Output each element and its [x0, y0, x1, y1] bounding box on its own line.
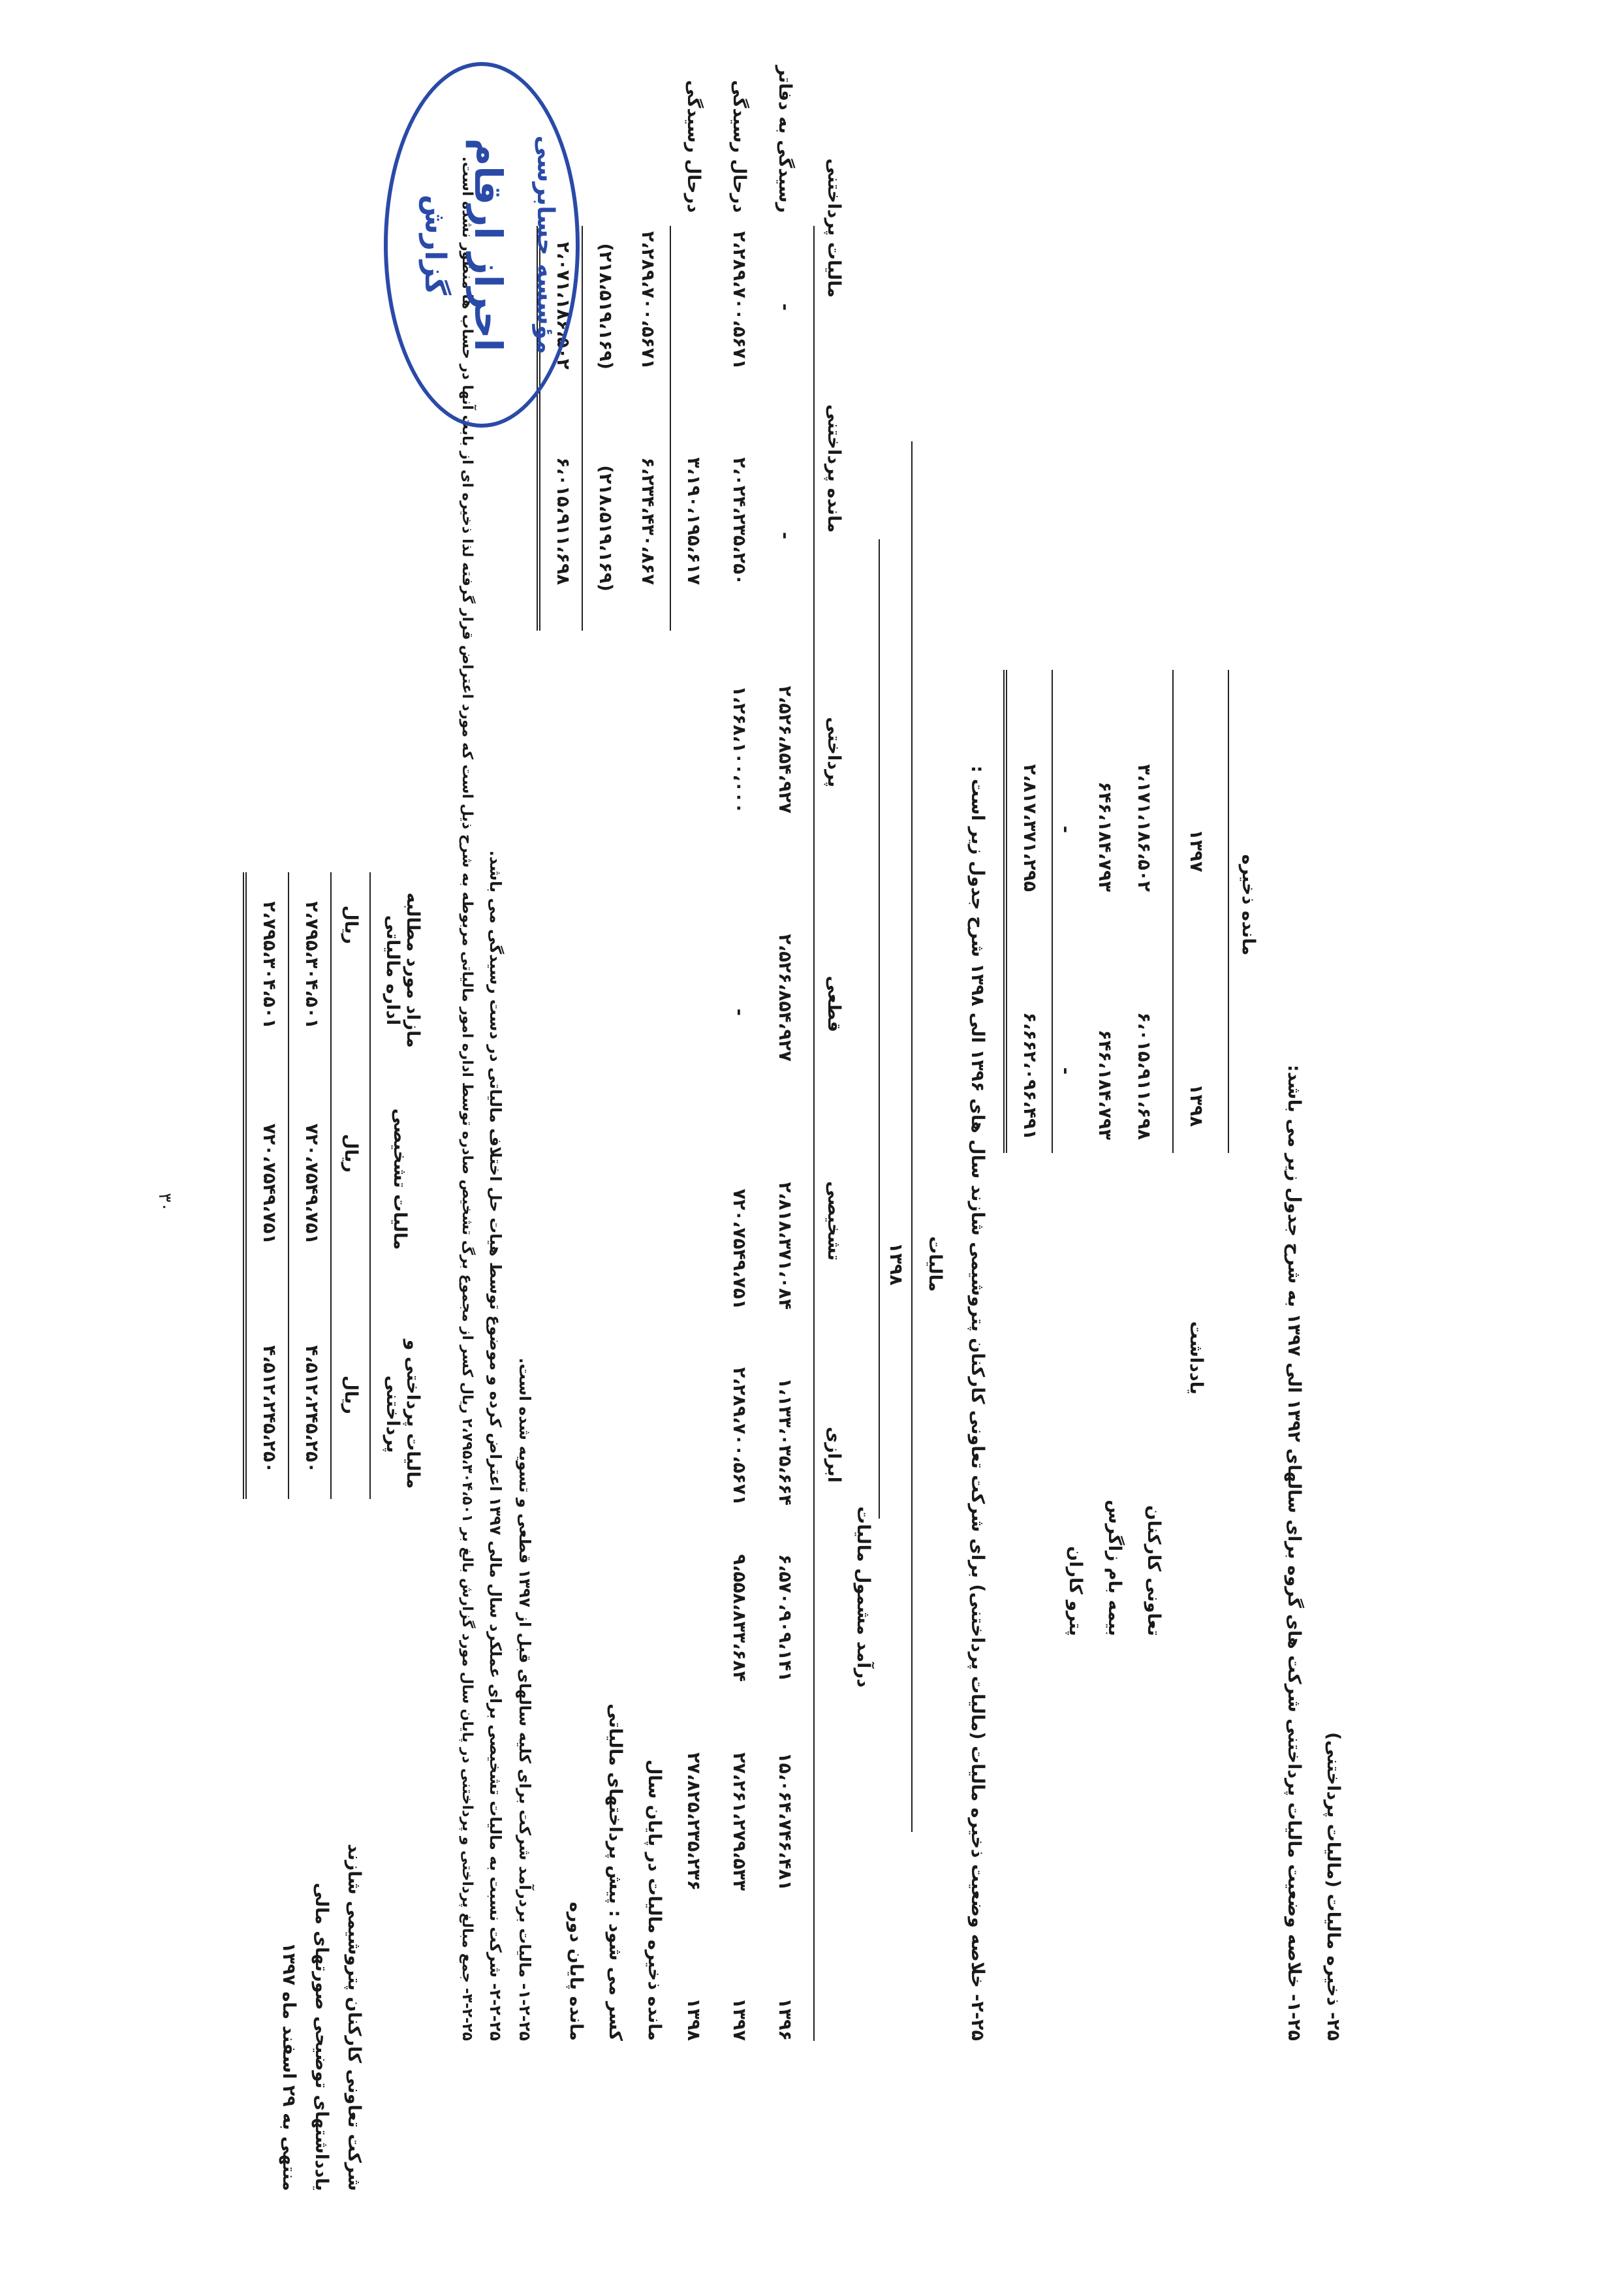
table1-total-1397: ۲،۸۱۷،۳۷۱،۲۹۵ — [1020, 764, 1040, 892]
table1-group-header: مانده ذخیره — [1238, 854, 1258, 956]
col-header-mande: مانده پرداختنی — [824, 404, 844, 533]
sum-mande: ۶،۲۳۴،۴۳۰،۸۶۷ — [638, 457, 658, 585]
col-header-maliat: مالیات پرداختنی — [824, 158, 844, 298]
t3-unit: ریال — [341, 905, 361, 944]
cell-mande: - — [775, 531, 795, 539]
col-header-pardakhti: پرداختی — [824, 717, 844, 787]
table1-cell: - — [1055, 1067, 1076, 1075]
note-1: ۱-۲-۲۵- مالیات بردرآمد شرکت برای کلیه سالهای قبل از ۱۳۹۷ قطعی و تسویه شده است. — [516, 1357, 534, 2041]
report-period: منتهی به ۲۹ اسفند ماه ۱۳۹۷ — [279, 1942, 299, 2191]
stamp-line2: احراز ارقام — [466, 138, 510, 352]
deduct-mande: (۲۱۸،۵۱۹،۱۶۹) — [595, 465, 616, 592]
table1-row-name: تعاونی کارکنان — [1144, 1505, 1164, 1636]
col-header-ebrazi: ابرازی — [824, 1427, 844, 1483]
t3-total-paid: ۴،۵۱۲،۲۴۵،۲۵۰ — [259, 1345, 279, 1473]
col-header-ghatei: قطعی — [824, 975, 844, 1032]
deduct-label: کسر می شود : پیش پرداختهای مالیاتی — [605, 1703, 625, 2041]
table1-cell: ۶۴۶،۱۸۴،۷۹۳ — [1095, 1030, 1115, 1140]
t3-header-tashkhisi: مالیات تشخیصی — [390, 1108, 410, 1250]
cell-pardakhti: ۲،۵۲۶،۸۵۴،۹۲۷ — [775, 686, 795, 813]
table1-cell: ۶،۰۱۵،۹۱۱،۶۹۸ — [1134, 1012, 1154, 1140]
cell-ebrazi: ۶،۵۷۰،۹۰۹،۱۴۱ — [775, 1554, 795, 1682]
cell-tax-income: ۱۵،۰۶۴،۷۴۶،۴۸۱ — [775, 1752, 795, 1891]
page-number: ۳۰ — [155, 1192, 175, 1212]
cell-status: درحال رسیدگی — [683, 80, 704, 213]
section-title: ۲۵- ذخیره مالیات (مالیات پرداختنی) — [1323, 1732, 1343, 2041]
cell-pardakhti: ۱،۲۶۸،۱۰۰،۰۰۰ — [729, 686, 749, 813]
col-header-tashkhisi: تشخیصی — [824, 1180, 844, 1261]
table1-row-name: پترو کاران — [1065, 1546, 1085, 1636]
table1-col-note: یادداشت — [1186, 1321, 1206, 1395]
t3-paid: ۴،۵۱۲،۲۴۵،۲۵۰ — [302, 1345, 322, 1473]
col-header-tax-income: درآمد مشمول مالیات — [853, 1506, 873, 1688]
row-year: ۱۳۹۸ — [683, 1998, 704, 2041]
cell-tashkhisi: ۲،۸۱۸،۳۷۱،۰۸۴ — [775, 1182, 795, 1310]
table1-col-1397: ۱۳۹۷ — [1186, 829, 1206, 872]
t3-header-excess: مازاد مورد مطالبه اداره مالیاتی — [383, 892, 423, 1049]
end-year-label: مانده ذخیره مالیات در پایان سال — [644, 1760, 664, 2041]
cell-status: درحال رسیدگی — [729, 80, 749, 213]
row-year: ۱۳۹۷ — [729, 1998, 749, 2041]
deduct-maliat: (۲۱۸،۵۱۹،۱۶۹) — [595, 243, 616, 370]
t3-unit: ریال — [341, 1133, 361, 1173]
cell-tashkhisi: ۷۲۰،۷۵۴۹،۷۵۱ — [729, 1188, 749, 1310]
end-mande: ۶،۰۱۵،۹۱۱،۶۹۸ — [553, 457, 573, 585]
cell-mande: ۲،۰۲۴،۲۳۵،۲۵۰ — [729, 457, 749, 585]
cell-ghatei: ۲،۵۲۶،۸۵۴،۹۲۷ — [775, 934, 795, 1062]
note-3: ۳-۲-۲۵- جمع مبالغ پرداختی و پرداختنی در پایان سال مورد گزارش بالغ بر ۲،۷۹۵،۳۰۴،۵۰۱ ریال کسر از مجموع برگ تشخیص صادره توسط اداره امور مالیاتی مربوطه به شرح ذیل است که مورد اعتراض قرار گرفته لذا ذخیره ای از بابت آنها در حساب ها منظور نشده است. — [459, 156, 475, 2041]
sum-maliat: ۲،۲۸۹،۷۰۰،۵۶۷۱ — [638, 230, 658, 370]
table2-year-header: ۱۳۹۸ — [886, 1242, 906, 1286]
table1-col-1398: ۱۳۹۸ — [1186, 1084, 1206, 1127]
auditor-stamp — [384, 62, 580, 428]
cell-tax-income: ۲۷،۲۶۱،۲۷۹،۵۳۳ — [729, 1752, 749, 1891]
cell-tax-income: ۲۷،۸۲۵،۲۳۵،۲۳۶ — [683, 1752, 704, 1891]
table1-cell: - — [1055, 825, 1076, 833]
t3-total-tashkhisi: ۷۲۰،۷۵۴۹،۷۵۱ — [259, 1123, 279, 1244]
table1-row-name: بیمه بام زاگرس — [1104, 1499, 1125, 1636]
subsection1-title: ۱-۲۵- خلاصه وضعیت مالیات پرداختنی شرکت های گروه برای سالهای ۱۳۹۲ الی ۱۳۹۷ به شرح جدول زیر می باشد: — [1284, 1064, 1304, 2041]
note-2: ۲-۲-۲۵- شرکت نسبت به مالیات تشخیصی برای عملکرد سال مالی ۱۳۹۷ اعتراض کرده و موضوع توسط هیات حل اختلاف مالیاتی در دست رسیدگی می باشد. — [486, 850, 505, 2041]
end-maliat: ۲،۰۷۱،۱۸۶،۵۰۲ — [553, 242, 573, 370]
t3-tashkhisi: ۷۲۰،۷۵۴۹،۷۵۱ — [302, 1123, 322, 1244]
cell-mande: ۳،۱۹۰،۱۹۵،۶۱۷ — [683, 457, 704, 585]
cell-maliat: - — [775, 303, 795, 311]
t3-header-paid: مالیات پرداختی و پرداختنی — [383, 1339, 423, 1489]
cell-ebrazi2: ۱،۱۳۳،۰۳۵،۶۶۴ — [775, 1378, 795, 1506]
stamp-line3: گزارش — [418, 194, 452, 296]
cell-maliat: ۲،۲۸۹،۷۰۰،۵۶۷۱ — [729, 230, 749, 370]
stamp-line1: مؤسسه حسابرسی — [532, 135, 559, 355]
table1-cell: ۶۴۶،۱۸۴،۷۹۳ — [1095, 781, 1115, 892]
cell-ghatei: - — [729, 1008, 749, 1016]
end-row-label: مانده پایان دوره — [566, 1901, 586, 2041]
t3-unit: ریال — [341, 1375, 361, 1414]
cell-status: رسیدگی به دفاتر — [775, 65, 795, 213]
cell-ebrazi2: ۲،۲۸۹،۷۰۰،۵۶۷۱ — [729, 1366, 749, 1506]
cell-ebrazi: ۹،۵۵۸،۸۳۳،۶۸۴ — [729, 1554, 749, 1682]
report-subtitle: یادداشتهای توضیحی صورتهای مالی — [311, 1882, 332, 2191]
table2-top-header: مالیات — [925, 1236, 945, 1292]
subsection2-title: ۲-۲۵- خلاصه وضعیت ذخیره مالیات (مالیات پرداختنی) برای شرکت تعاونی کارکنان پتروشیمی شازند سال های ۱۳۹۶ الی ۱۳۹۸ شرح جدول زیر است : — [967, 765, 988, 2041]
t3-total-excess: ۲،۷۹۵،۳۰۴،۵۰۱ — [259, 901, 279, 1029]
row-year: ۱۳۹۶ — [775, 1998, 795, 2041]
company-name: شرکت تعاونی کارکنان پتروشیمی شازند — [344, 1844, 364, 2191]
table1-total-1398: ۶،۶۶۲،۰۹۶،۴۹۱ — [1020, 1012, 1040, 1140]
t3-excess: ۲،۷۹۵،۳۰۴،۵۰۱ — [302, 901, 322, 1029]
table1-cell: ۳،۱۷۱،۱۸۶،۵۰۲ — [1134, 764, 1154, 892]
